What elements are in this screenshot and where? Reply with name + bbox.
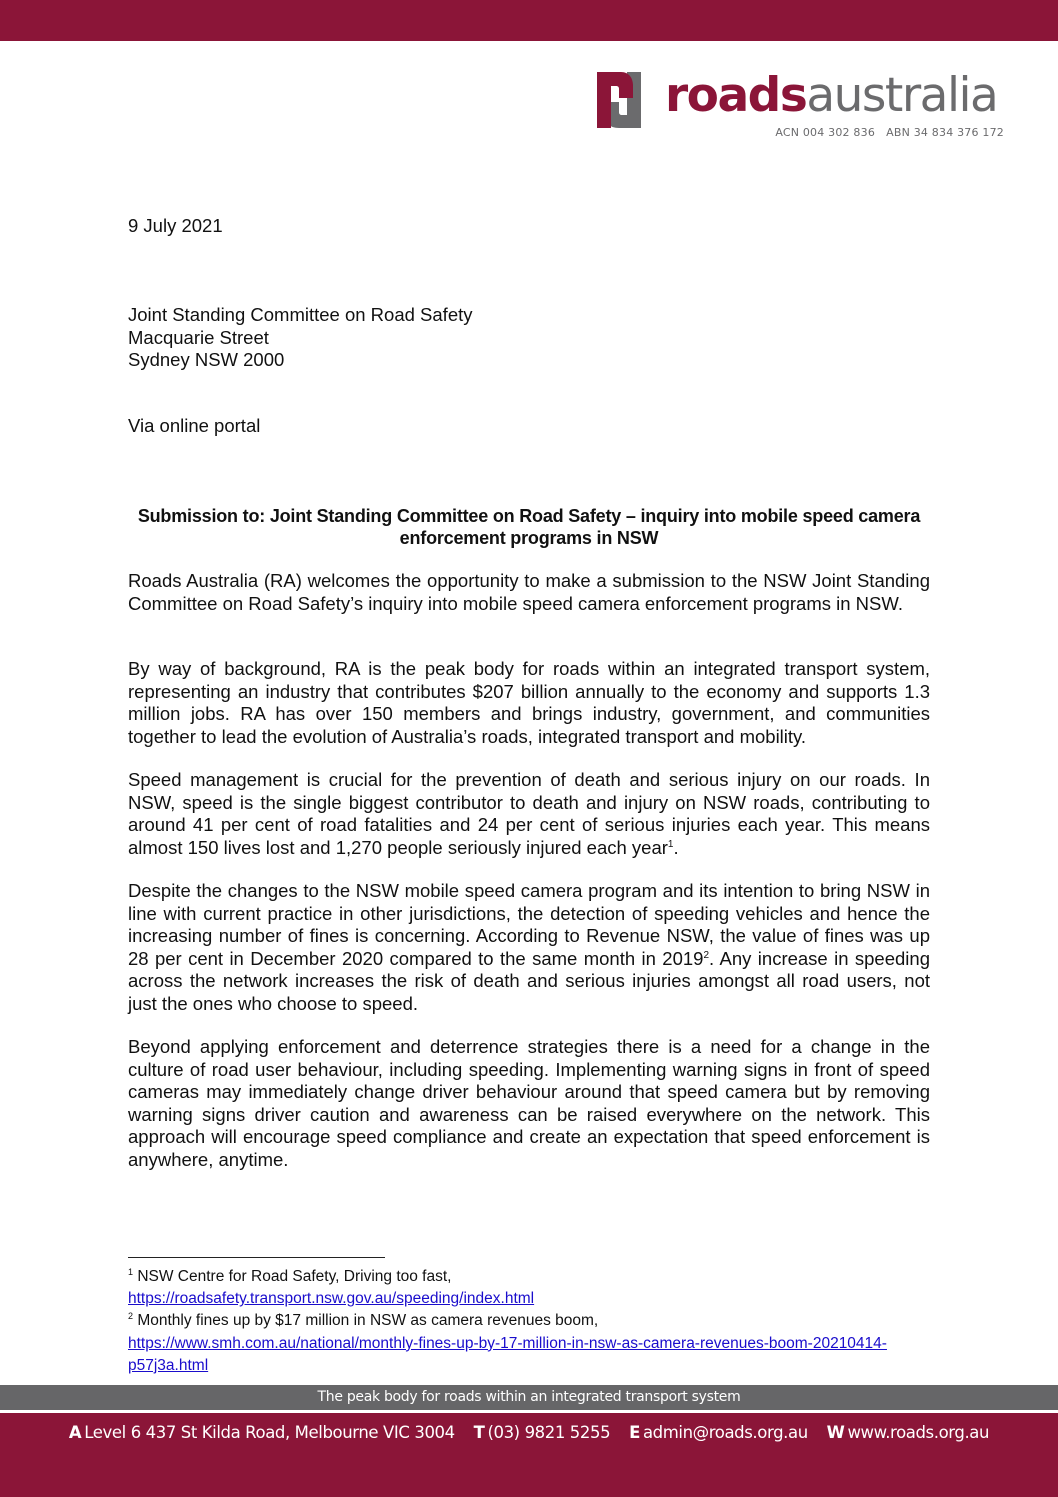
delivery-method: Via online portal [128,415,261,436]
paragraph-text: Speed management is crucial for the prevention of death and serious injury on our roads. In NSW, speed is the single biggest contributor to death and injury on NSW roads, contributing to around 41 per cent of road fatalities and 24 per cent of serious injuries each year. This means almost 150 lives lost and 1,270 people seriously injured each year [128,769,930,858]
recipient-address [128,304,930,372]
logo-wordmark [665,66,997,126]
paragraph-text: Despite the changes to the NSW mobile speed camera program and its intention to bring NSW in line with current practice in other jurisdictions, the detection of speeding vehicles and hence the increasing number of fines is concerning. According to Revenue NSW, the value of fines was up 28 per cent in December 2020 compared to the same month in 2019 [128,880,930,969]
body-paragraph [128,1036,930,1172]
submission-heading: Submission to: Joint Standing Committee on Road Safety – inquiry into mobile speed camera enforcement programs in NSW [137,506,921,548]
paragraph-text: . [673,836,679,858]
letter-date: 9 July 2021 [128,215,223,236]
paragraph-text: . Any increase in speeding across the network increases the risk of death and serious injuries amongst all road users, not just the ones who choose to speed. [128,947,930,1014]
footnotes [128,1266,930,1377]
footnote-separator [128,1257,385,1258]
email-label: E [629,1423,640,1442]
paragraph-text: By way of background, RA is the peak body for roads within an integrated transport system, representing an industry that contributes $207 billion annually to the economy and supports 1.3 million jobs. RA has over 150 members and brings industry, government, and communities together to lead the evolution of Australia’s roads, integrated transport and mobility. [128,658,930,747]
footnote-link[interactable]: https://roadsafety.transport.nsw.gov.au/speeding/index.html [128,1290,535,1308]
footnote-number: 1 [128,1267,134,1277]
web-label: W [826,1423,845,1442]
footer-tagline: The peak body for roads within an integrated transport system [0,1385,1058,1410]
body-paragraph [128,658,930,748]
footnote-text: Monthly fines up by $17 million in NSW as camera revenues boom, [137,1312,599,1330]
footnote-link[interactable]: https://www.smh.com.au/national/monthly-fines-up-by-17-million-in-nsw-as-camera-revenues-boom-20210414-p57j3a.html [128,1334,887,1374]
logo-word-australia: australia [806,68,998,123]
recipient-line: Sydney NSW 2000 [128,349,285,371]
ra-logo-mark-icon [597,72,641,128]
footer-phone[interactable]: (03) 9821 5255 [487,1423,611,1442]
paragraph-text: Beyond applying enforcement and deterrence strategies there is a need for a change in the culture of road user behaviour, including speeding. Implementing warning signs in front of speed cameras may immediately change driver behaviour around that speed camera but by removing warning signs driver caution and awareness can be raised everywhere on the network. This approach will encourage speed compliance and create an expectation that speed enforcement is anywhere, anytime. [128,1036,930,1170]
footer-contact-line [0,1423,1058,1442]
header-brand-bar [0,0,1058,41]
footer-address: Level 6 437 St Kilda Road, Melbourne VIC 3004 [84,1423,455,1442]
phone-label: T [473,1423,485,1442]
recipient-line: Macquarie Street [128,326,269,348]
logo-word-roads: roads [665,68,807,123]
body-paragraph [128,880,930,1016]
footer-contact-bar [0,1413,1058,1497]
company-registration-numbers: ACN 004 302 836 ABN 34 834 376 172 [775,126,1004,139]
footnote-number: 2 [128,1311,134,1322]
roads-australia-logo [597,70,1007,145]
footnote-reference[interactable]: 2 [703,949,710,961]
body-paragraph [128,570,930,615]
footnote-item [128,1266,930,1310]
footer-email[interactable]: admin@roads.org.au [642,1423,808,1442]
footnote-item [128,1310,930,1377]
footnote-reference[interactable]: 1 [667,838,674,850]
footer-website[interactable]: www.roads.org.au [847,1423,990,1442]
address-label: A [68,1423,82,1442]
footnote-text: NSW Centre for Road Safety, Driving too fast, [137,1268,452,1285]
recipient-line: Joint Standing Committee on Road Safety [128,304,473,325]
paragraph-text: Roads Australia (RA) welcomes the opportunity to make a submission to the NSW Joint Standing Committee on Road Safety’s inquiry into mobile speed camera enforcement programs in NSW. [128,570,930,614]
body-paragraph [128,769,930,859]
